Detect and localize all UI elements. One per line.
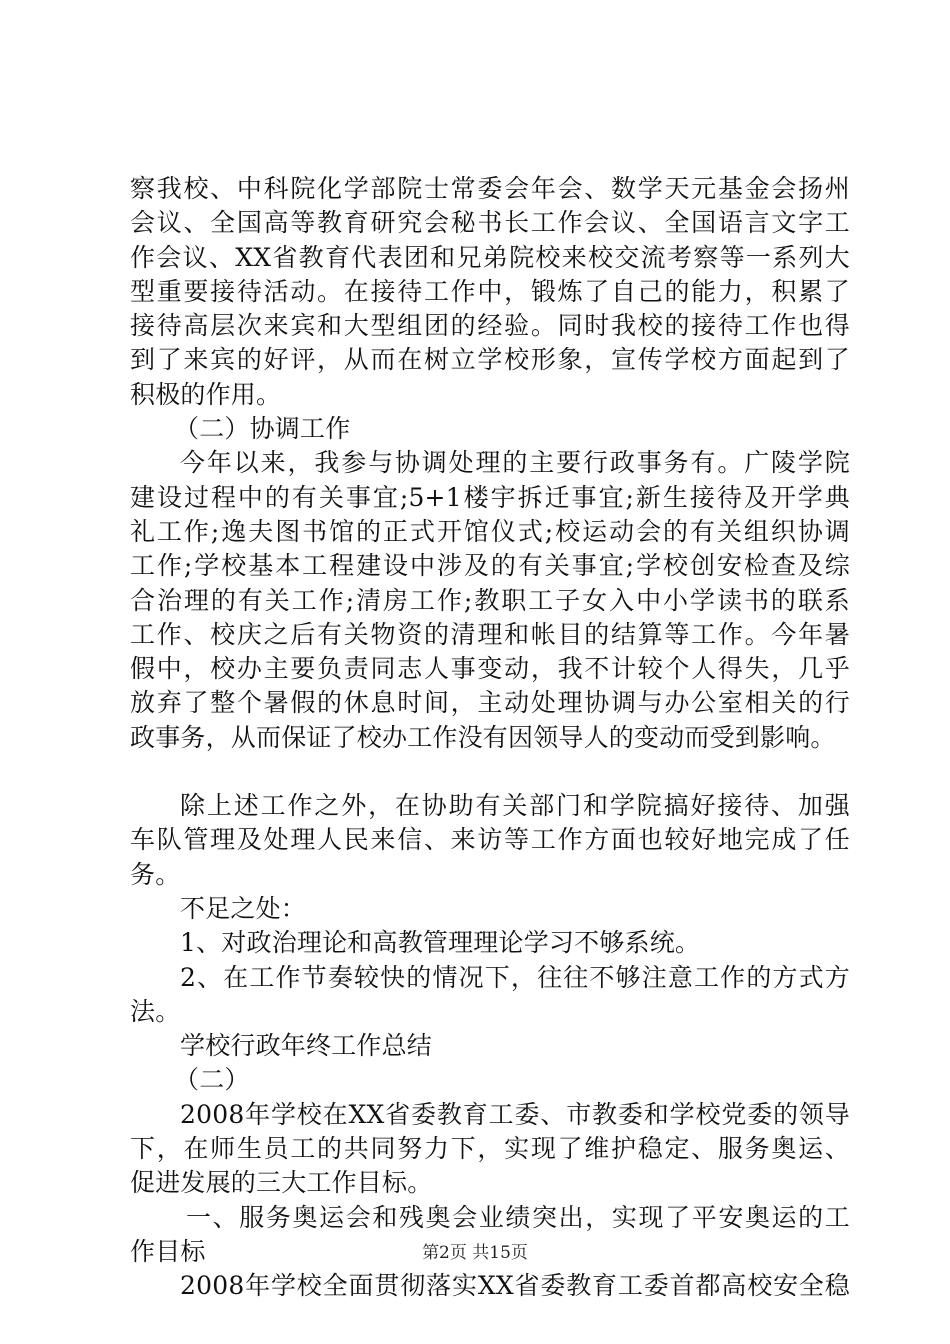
text-line: 务。 <box>130 859 181 889</box>
text-line: 工作;学校基本工程建设中涉及的有关事宜;学校创安检查及综 <box>130 551 850 581</box>
paragraph-gap <box>130 755 850 789</box>
text-line: 车队管理及处理人民来信、来访等工作方面也较好地完成了任 <box>130 825 850 855</box>
text-line: 作目标 <box>130 1236 206 1266</box>
page-footer: 第2页 共15页 <box>422 1243 528 1263</box>
paragraph-first-line: 2008年学校在XX省委教育工委、市教委和学校党委的领导 <box>180 1099 850 1129</box>
text-line: 察我校、中科院化学部院士常委会年会、数学天元基金会扬州 <box>130 174 850 203</box>
paragraph-first-line: 2008年学校全面贯彻落实XX省委教育工委首都高校安全稳 <box>180 1271 850 1301</box>
text-line: 建设过程中的有关事宜;5+1楼宇拆迁事宜;新生接待及开学典 <box>130 482 850 512</box>
text-line: 到了来宾的好评，从而在树立学校形象，宣传学校方面起到了 <box>130 345 850 375</box>
text-line: 合治理的有关工作;清房工作;教职工子女入中小学读书的联系 <box>130 585 850 615</box>
document-title: 学校行政年终工作总结 <box>180 1031 433 1061</box>
text-line: 放弃了整个暑假的休息时间，主动处理协调与办公室相关的行 <box>130 688 850 718</box>
list-item: 1、对政治理论和高教管理理论学习不够系统。 <box>180 928 701 958</box>
text-line: 型重要接待活动。在接待工作中，锻炼了自己的能力，积累了 <box>130 276 850 306</box>
text-line: 作会议、XX省教育代表团和兄弟院校来校交流考察等一系列大 <box>130 242 850 272</box>
paragraph-first-line: 今年以来，我参与协调处理的主要行政事务有。广陵学院 <box>180 448 850 478</box>
section-heading: （二）协调工作 <box>174 414 351 444</box>
text-line: 会议、全国高等教育研究会秘书长工作会议、全国语言文字工 <box>130 208 850 238</box>
text-line: 积极的作用。 <box>130 379 282 409</box>
text-line: 促进发展的三大工作目标。 <box>130 1168 433 1198</box>
text-line: 接待高层次来宾和大型组团的经验。同时我校的接待工作也得 <box>130 311 850 341</box>
paragraph-first-line: 除上述工作之外，在协助有关部门和学院搞好接待、加强 <box>180 791 850 821</box>
document-body <box>130 172 850 1304</box>
text-line: 政事务，从而保证了校办工作没有因领导人的变动而受到影响。 <box>130 722 836 752</box>
text-line: 工作、校庆之后有关物资的清理和帐目的结算等工作。今年暑 <box>130 619 850 649</box>
section-heading: 一、服务奥运会和残奥会业绩突出，实现了平安奥运的工 <box>186 1202 850 1232</box>
section-number: （二） <box>174 1065 250 1095</box>
section-heading: 不足之处： <box>180 893 307 923</box>
text-line: 假中，校办主要负责同志人事变动，我不计较个人得失，几乎 <box>130 654 850 684</box>
text-line: 礼工作;逸夫图书馆的正式开馆仪式;校运动会的有关组织协调 <box>130 516 850 546</box>
text-line: 下，在师生员工的共同努力下，实现了维护稳定、服务奥运、 <box>130 1134 850 1164</box>
list-item: 2、在工作节奏较快的情况下，往往不够注意工作的方式方 <box>180 962 850 992</box>
text-line: 法。 <box>130 996 181 1026</box>
